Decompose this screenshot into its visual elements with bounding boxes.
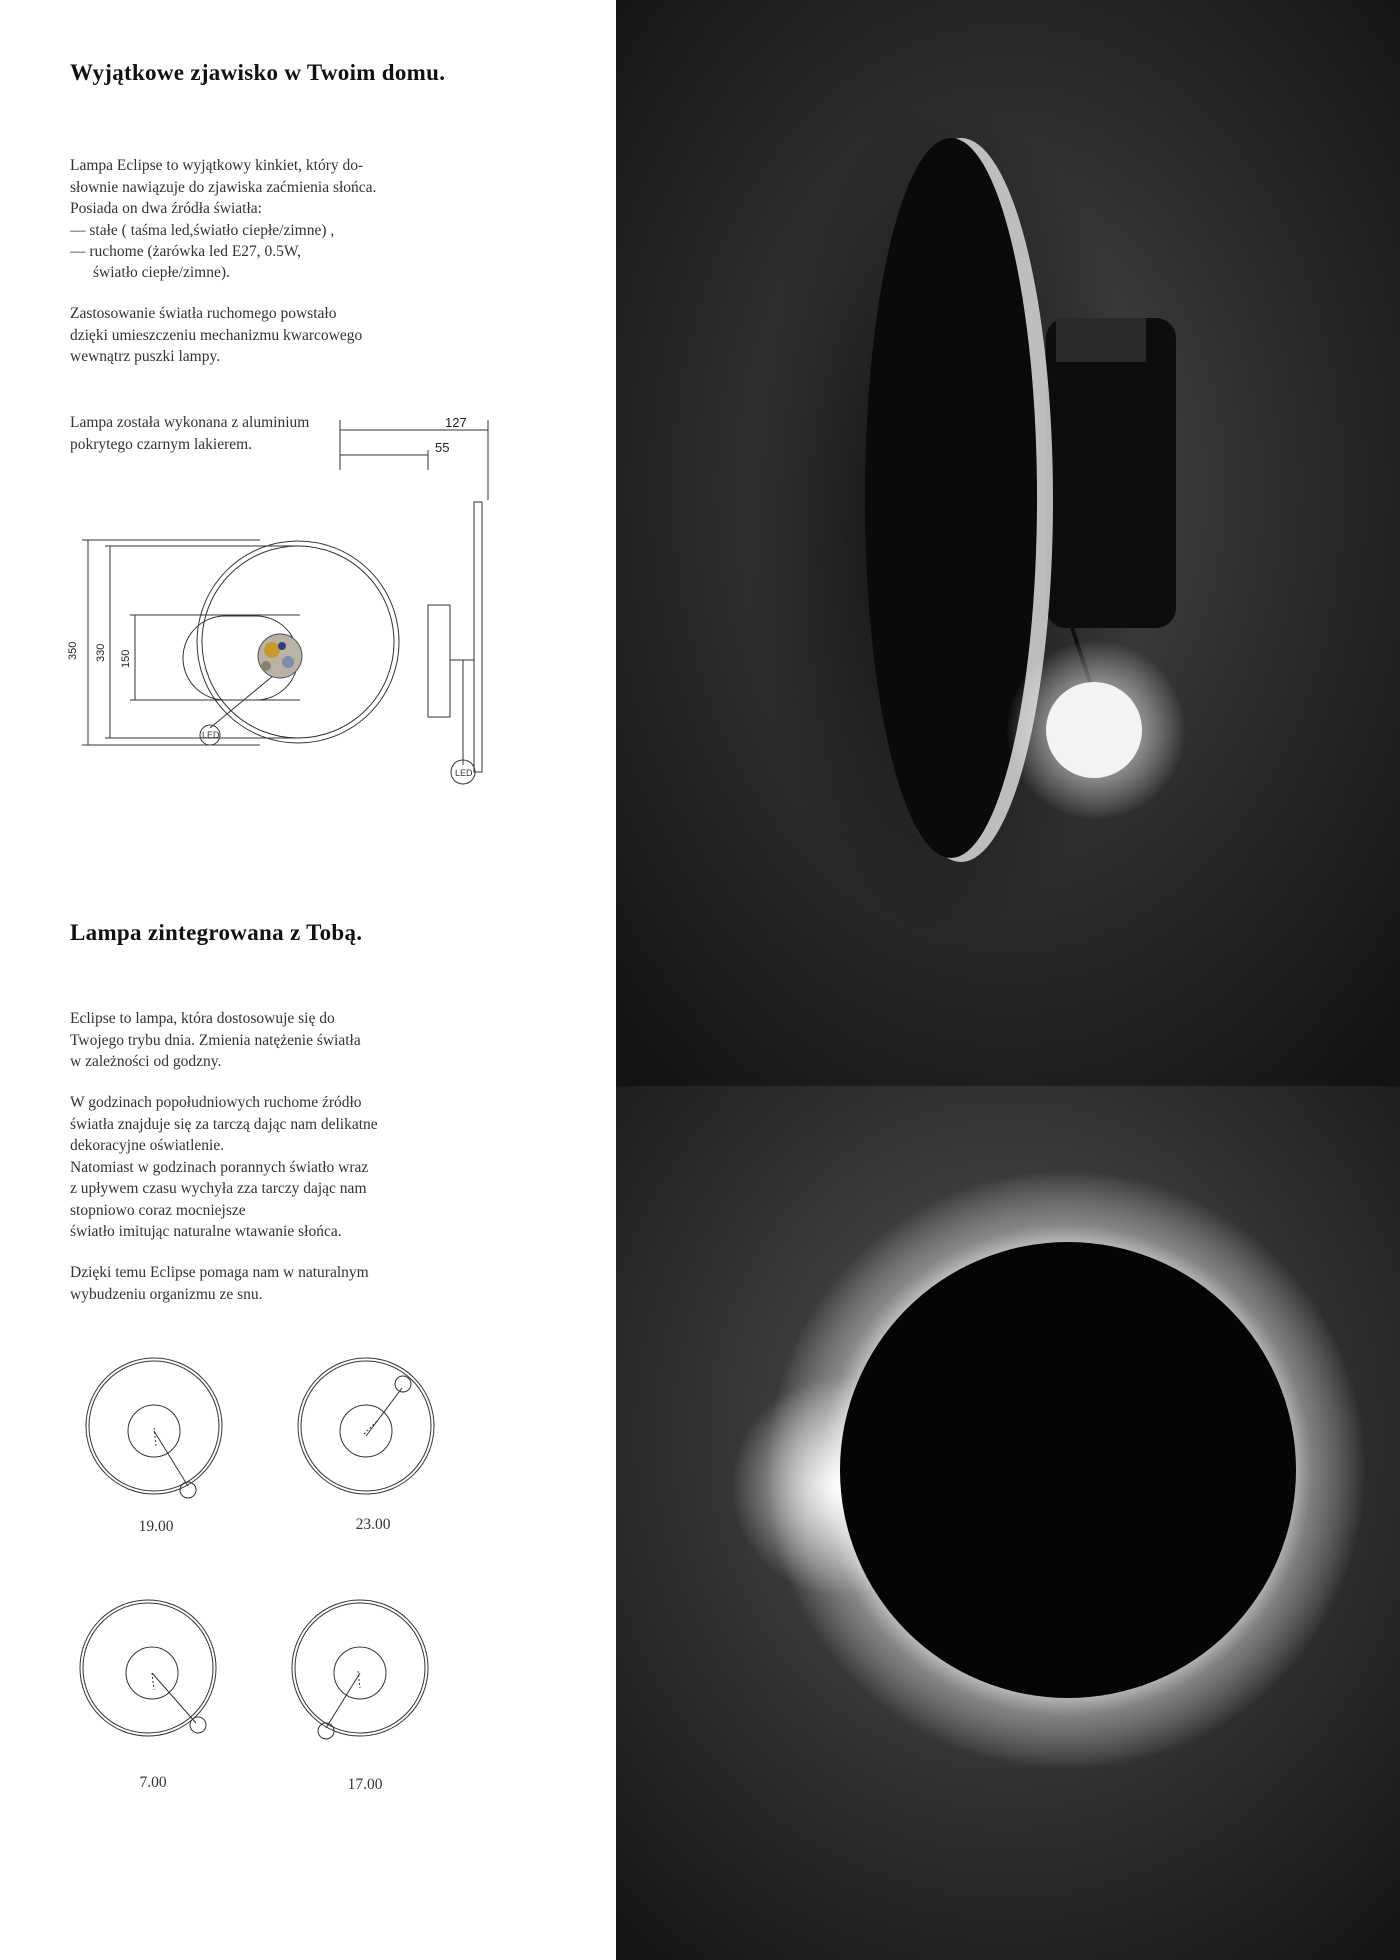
adaptation-paragraph: Eclipse to lampa, która dostosowuje się do Twojego trybu dnia. Zmienia natężenie światła w zależności od godzny. bbox=[70, 1010, 361, 1070]
intro-paragraph: Lampa Eclipse to wyjątkowy kinkiet, który do- słownie nawiązuje do zjawiska zaćmienia słońca. Posiada on dwa źródła światła: bbox=[70, 157, 377, 217]
dim-350: 350 bbox=[67, 641, 79, 660]
light-source-fixed: — stałe ( taśma led,światło ciepłe/zimne) , bbox=[70, 222, 335, 239]
led-label-side: LED bbox=[455, 768, 473, 778]
photo-column bbox=[616, 0, 1400, 1960]
dim-127: 127 bbox=[445, 415, 467, 430]
daylight-paragraph: W godzinach popołudniowych ruchome źródło światła znajduje się za tarczą dając nam delikatne dekoracyjne oświatlenie. Natomiast w godzinach porannych światło wraz z upływem czasu wychyła zza tarczy dając nam stopniowo coraz mocniejsze światło imitując naturalne wtawanie słońca. bbox=[70, 1094, 378, 1240]
clock-time-7: 7.00 bbox=[139, 1774, 167, 1791]
clock-diagram-7 bbox=[78, 1598, 226, 1746]
mechanism-paragraph: Zastosowanie światła ruchomego powstało dzięki umieszczeniu mechanizmu kwarcowego wewnątrz puszki lampy. bbox=[70, 305, 363, 365]
clock-time-23: 23.00 bbox=[355, 1516, 391, 1533]
light-source-moving: — ruchome (żarówka led E27, 0.5W, bbox=[70, 243, 301, 260]
text-column bbox=[0, 0, 616, 1960]
heading-integrated-lamp: Lampa zintegrowana z Tobą. bbox=[70, 920, 363, 945]
clock-diagram-17 bbox=[290, 1598, 438, 1746]
clock-diagram-19 bbox=[84, 1356, 232, 1504]
dim-330: 330 bbox=[95, 643, 107, 662]
light-source-moving-cont: światło ciepłe/zimne). bbox=[93, 264, 230, 281]
clock-diagram-23 bbox=[296, 1356, 444, 1504]
led-label-front: LED bbox=[202, 730, 220, 740]
mechanism-gears-icon bbox=[258, 634, 302, 678]
heading-unique-phenomenon: Wyjątkowe zjawisko w Twoim domu. bbox=[70, 60, 446, 85]
lamp-side-photo bbox=[616, 0, 1400, 1086]
clock-time-17: 17.00 bbox=[347, 1776, 383, 1793]
technical-drawing bbox=[60, 410, 500, 800]
clock-time-19: 19.00 bbox=[138, 1518, 174, 1535]
lamp-eclipse-photo bbox=[616, 1086, 1400, 1960]
material-paragraph: Lampa została wykonana z aluminium pokrytego czarnym lakierem. bbox=[70, 414, 310, 453]
dim-55: 55 bbox=[435, 440, 450, 455]
dim-150: 150 bbox=[120, 649, 132, 668]
wakeup-paragraph: Dzięki temu Eclipse pomaga nam w naturalnym wybudzeniu organizmu ze snu. bbox=[70, 1264, 369, 1303]
